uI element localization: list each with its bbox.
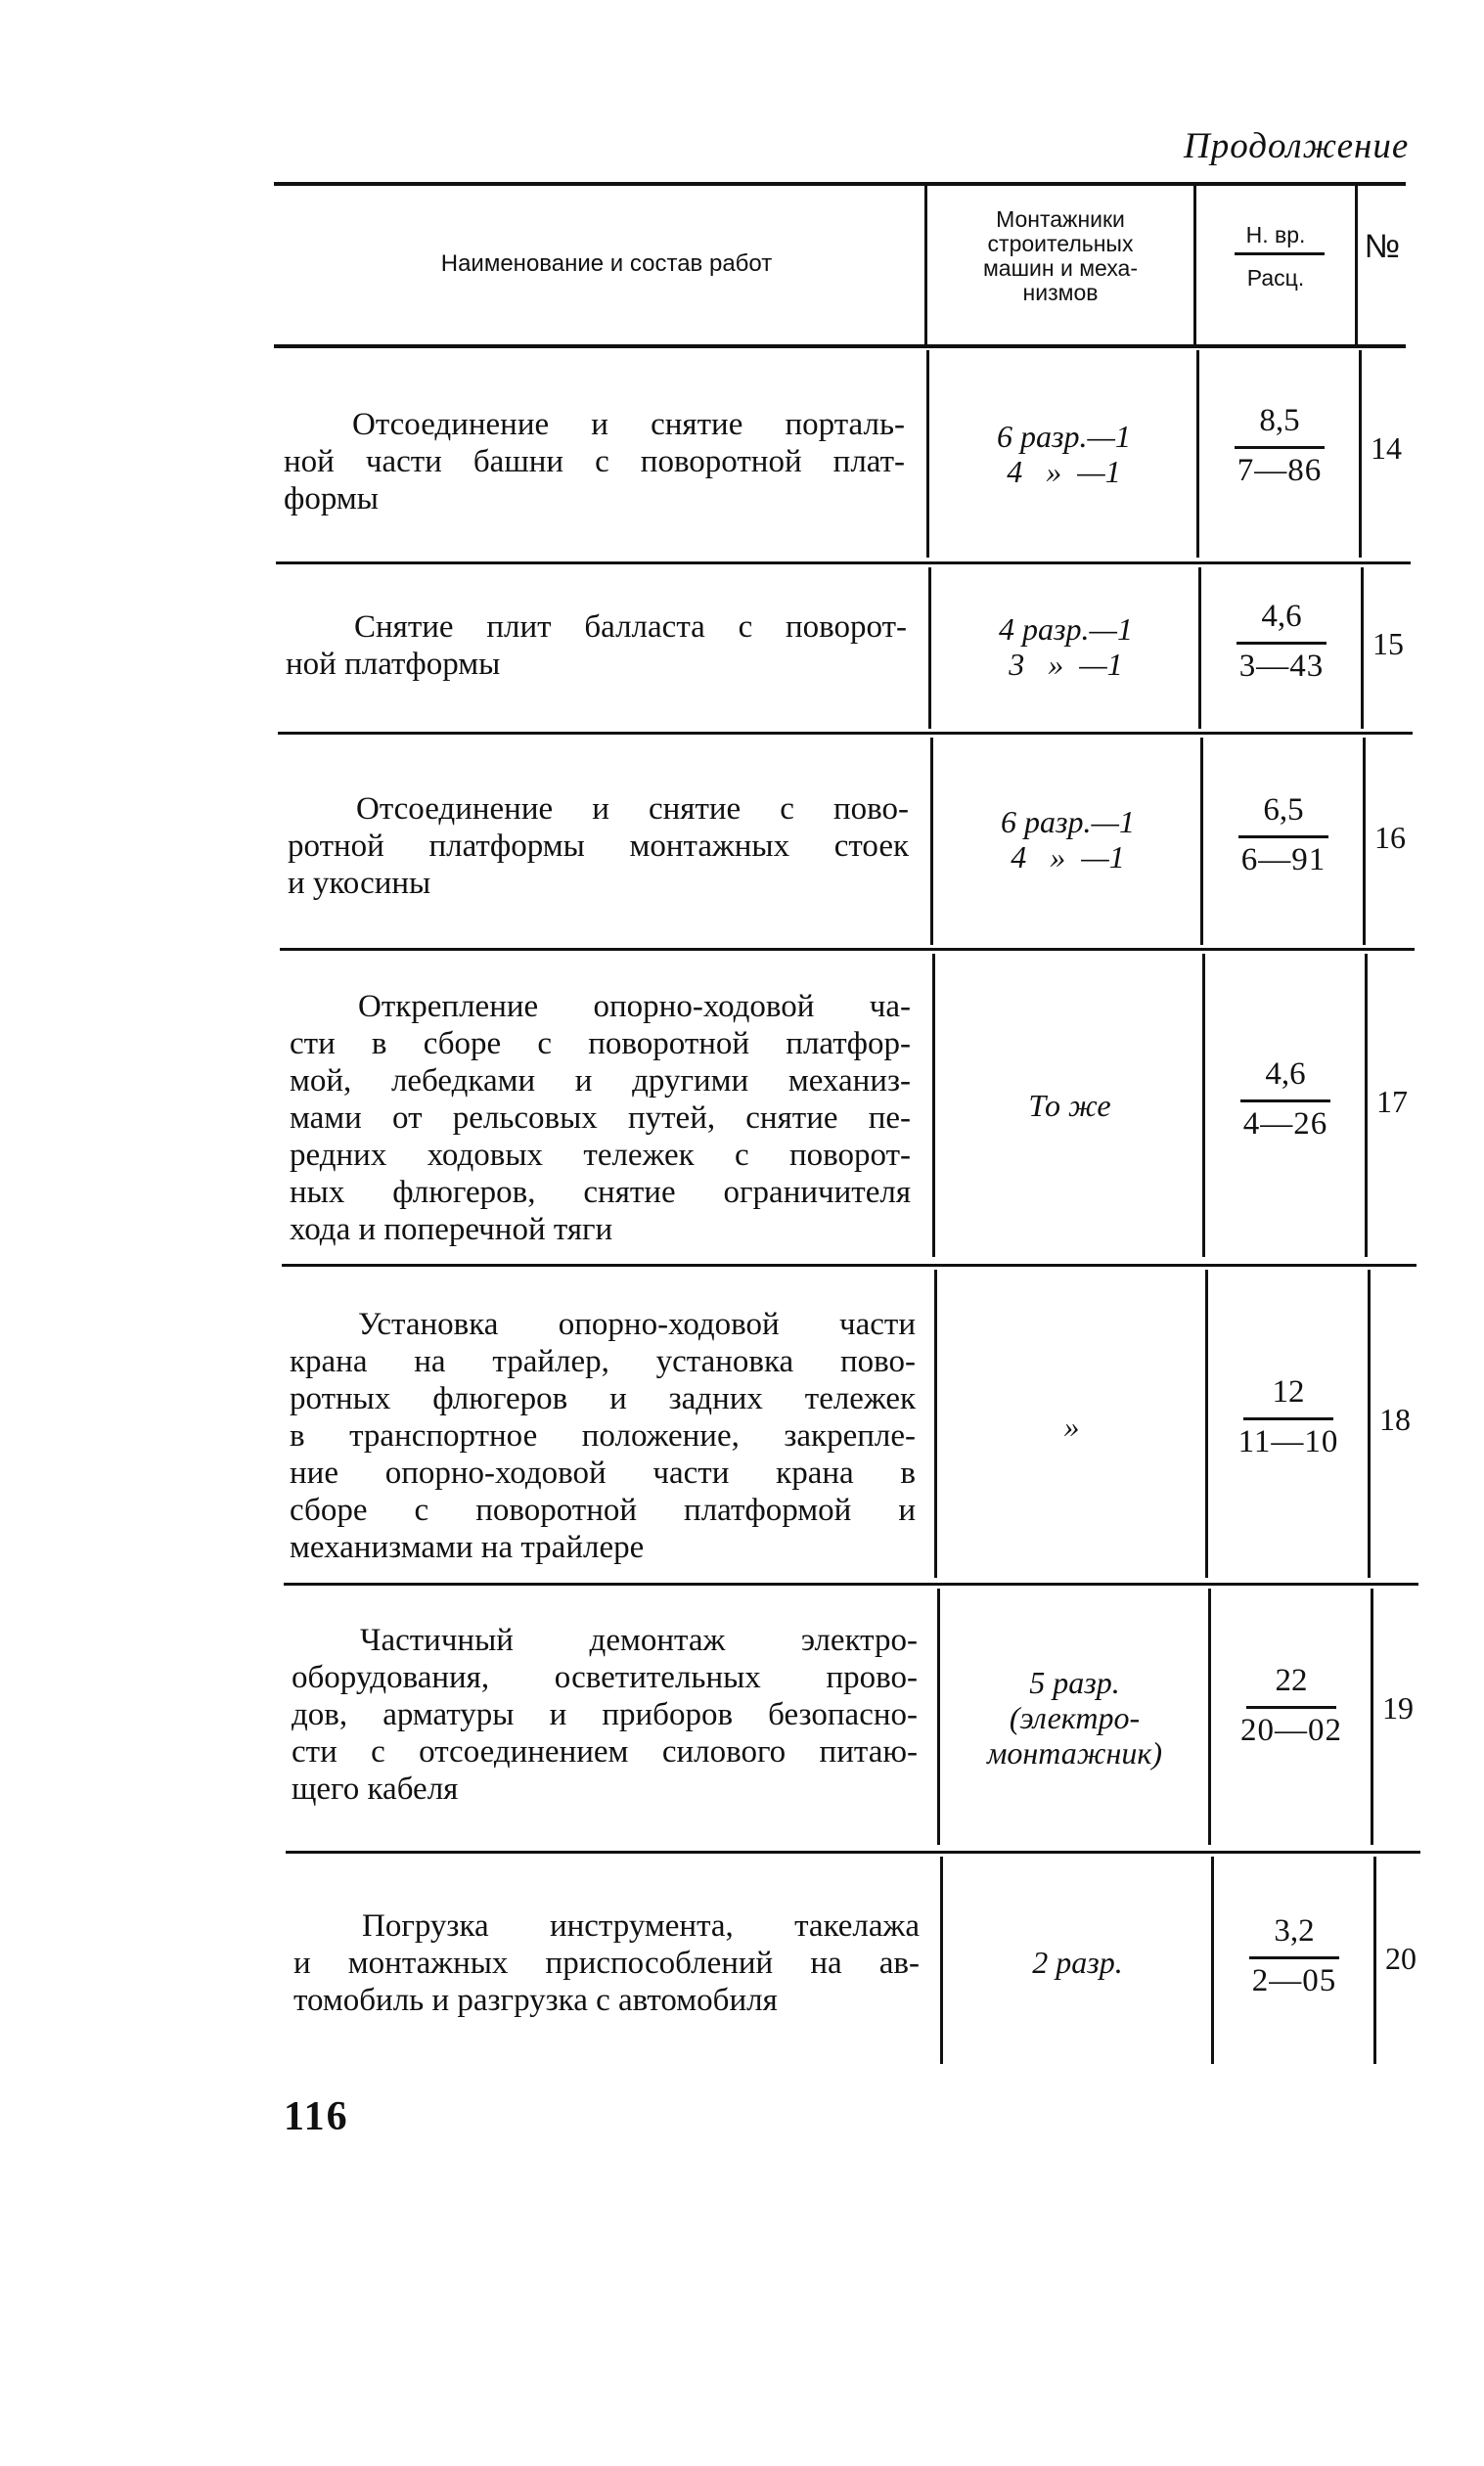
row-rate: 7—86: [1237, 453, 1323, 488]
row-name: [288, 790, 909, 902]
row-fraction-line: [1246, 1706, 1336, 1709]
row-divider: [926, 350, 929, 558]
row-divider: [1200, 738, 1203, 945]
row-name: [292, 1622, 918, 1808]
row-number: 14: [1371, 430, 1402, 466]
row-name: [290, 1306, 916, 1566]
row-name: [290, 988, 911, 1248]
row-fraction-line: [1237, 642, 1327, 645]
row-rate: 2—05: [1251, 1963, 1337, 1998]
row-divider: [1202, 954, 1205, 1257]
row-rule: [276, 561, 1411, 564]
row-fraction-line: [1238, 835, 1328, 838]
row-name-line: крана на трайлер, установка пово-: [290, 1344, 916, 1379]
row-name-line: ротных флюгеров и задних тележек: [290, 1381, 916, 1416]
header-norm-time: Н. вр.: [1245, 222, 1306, 247]
row-divider: [928, 567, 931, 729]
row-name-line: формы: [284, 481, 379, 516]
row-name-line: хода и поперечной тяги: [290, 1212, 613, 1247]
row-workers: 2 разр.: [1032, 1945, 1123, 1980]
row-name-line: щего кабеля: [292, 1771, 459, 1807]
row-name-line: ной части башни с поворотной плат-: [284, 444, 905, 479]
row-rule: [278, 732, 1413, 735]
row-rule: [284, 1583, 1418, 1586]
row-divider: [937, 1589, 940, 1845]
row-name-line: мами от рельсовых путей, снятие пе-: [290, 1100, 911, 1136]
row-norm-time: 8,5: [1259, 403, 1300, 438]
row-fraction-line: [1240, 1099, 1330, 1102]
row-name-line: мой, лебедками и другими механиз-: [290, 1063, 911, 1098]
row-name: [293, 1907, 920, 2019]
row-name-line: сборе с поворотной платформой и: [290, 1493, 916, 1528]
row-rate: 4—26: [1242, 1106, 1328, 1142]
row-norm-time: 4,6: [1261, 599, 1302, 634]
header-divider-3: [1355, 182, 1358, 346]
header-divider-1: [924, 182, 927, 346]
row-name-line: ние опорно-ходовой части крана в: [290, 1456, 916, 1491]
row-name-line: редних ходовых тележек с поворот-: [290, 1138, 911, 1173]
row-name: [286, 608, 907, 683]
row-number: 19: [1382, 1690, 1414, 1726]
row-fraction-line: [1235, 446, 1325, 449]
header-workers: [929, 207, 1192, 305]
row-name-line: Отсоединение и снятие с пово-: [356, 791, 909, 827]
row-norm-time: 4,6: [1265, 1056, 1306, 1092]
row-norm-time: 3,2: [1274, 1913, 1315, 1949]
row-workers: То же: [1028, 1088, 1111, 1123]
row-name-line: Погрузка инструмента, такелажа: [362, 1908, 920, 1944]
row-norm-time: 6,5: [1263, 792, 1304, 828]
row-divider: [932, 954, 935, 1257]
row-divider: [1211, 1857, 1214, 2064]
row-divider: [940, 1857, 943, 2064]
row-fraction-line: [1249, 1956, 1339, 1959]
row-workers: 6 разр.—1 4 » —1: [1001, 804, 1135, 874]
row-divider: [1198, 567, 1201, 729]
row-number: 18: [1379, 1402, 1411, 1437]
header-divider-2: [1193, 182, 1196, 346]
row-rate: 20—02: [1240, 1713, 1342, 1748]
row-name-line: Установка опорно-ходовой части: [358, 1307, 916, 1342]
row-rule: [280, 948, 1415, 951]
row-number: 15: [1372, 626, 1404, 661]
row-rate: 11—10: [1237, 1424, 1339, 1459]
row-rule: [282, 1264, 1417, 1267]
row-name-line: в транспортное положение, закрепле-: [290, 1418, 916, 1454]
row-name-line: механизмами на трайлере: [290, 1530, 645, 1565]
row-workers: 4 разр.—1 3 » —1: [999, 611, 1133, 682]
header-rate: Расц.: [1246, 265, 1305, 291]
row-workers: »: [1063, 1409, 1080, 1444]
row-name-line: ной платформы: [286, 647, 501, 682]
row-name-line: ных флюгеров, снятие ограничителя: [290, 1175, 911, 1210]
header-workers-line: строительных: [987, 231, 1134, 256]
page-number: 116: [284, 2094, 349, 2139]
header-workers-line: Монтажники: [996, 206, 1125, 232]
row-divider: [934, 1270, 937, 1578]
row-divider: [1196, 350, 1199, 558]
row-name-line: сти в сборе с поворотной платфор-: [290, 1026, 911, 1061]
row-rate: 3—43: [1238, 649, 1325, 684]
row-number: 20: [1385, 1941, 1417, 1976]
header-fraction-line: [1235, 252, 1325, 255]
row-name-line: Снятие плит балласта с поворот-: [354, 609, 907, 645]
row-divider: [1205, 1270, 1208, 1578]
row-name-line: сти с отсоединением силового питаю-: [292, 1734, 918, 1770]
row-name: [284, 406, 905, 517]
row-rule: [286, 1851, 1420, 1854]
row-name-line: томобиль и разгрузка с автомобиля: [293, 1983, 778, 2018]
continuation-label: Продолжение: [1184, 126, 1410, 166]
row-name-line: и укосины: [288, 866, 431, 901]
header-bottom-rule: [274, 344, 1406, 348]
row-name-line: ротной платформы монтажных стоек: [288, 829, 909, 864]
row-number: 16: [1374, 820, 1406, 855]
row-name-line: Частичный демонтаж электро-: [360, 1623, 918, 1658]
row-divider: [1208, 1589, 1211, 1845]
row-number: 17: [1376, 1084, 1408, 1119]
row-divider: [930, 738, 933, 945]
row-name-line: дов, арматуры и приборов безопасно-: [292, 1697, 918, 1732]
row-workers: 5 разр. (электро- монтажник): [986, 1665, 1163, 1771]
header-workers-line: низмов: [1022, 280, 1099, 305]
row-name-line: и монтажных приспособлений на ав-: [293, 1946, 920, 1981]
row-rate: 6—91: [1240, 842, 1327, 877]
header-workers-line: машин и меха-: [982, 255, 1139, 281]
row-name-line: Открепление опорно-ходовой ча-: [358, 989, 911, 1024]
row-workers: 6 разр.—1 4 » —1: [997, 419, 1131, 489]
header-number: №: [1364, 228, 1401, 265]
row-name-line: Отсоединение и снятие порталь-: [352, 407, 905, 442]
row-norm-time: 22: [1275, 1663, 1308, 1698]
row-name-line: оборудования, осветительных прово-: [292, 1660, 918, 1695]
header-name: Наименование и состав работ: [440, 250, 773, 277]
table-top-rule: [274, 182, 1406, 186]
row-norm-time: 12: [1272, 1374, 1305, 1410]
row-fraction-line: [1243, 1417, 1333, 1420]
